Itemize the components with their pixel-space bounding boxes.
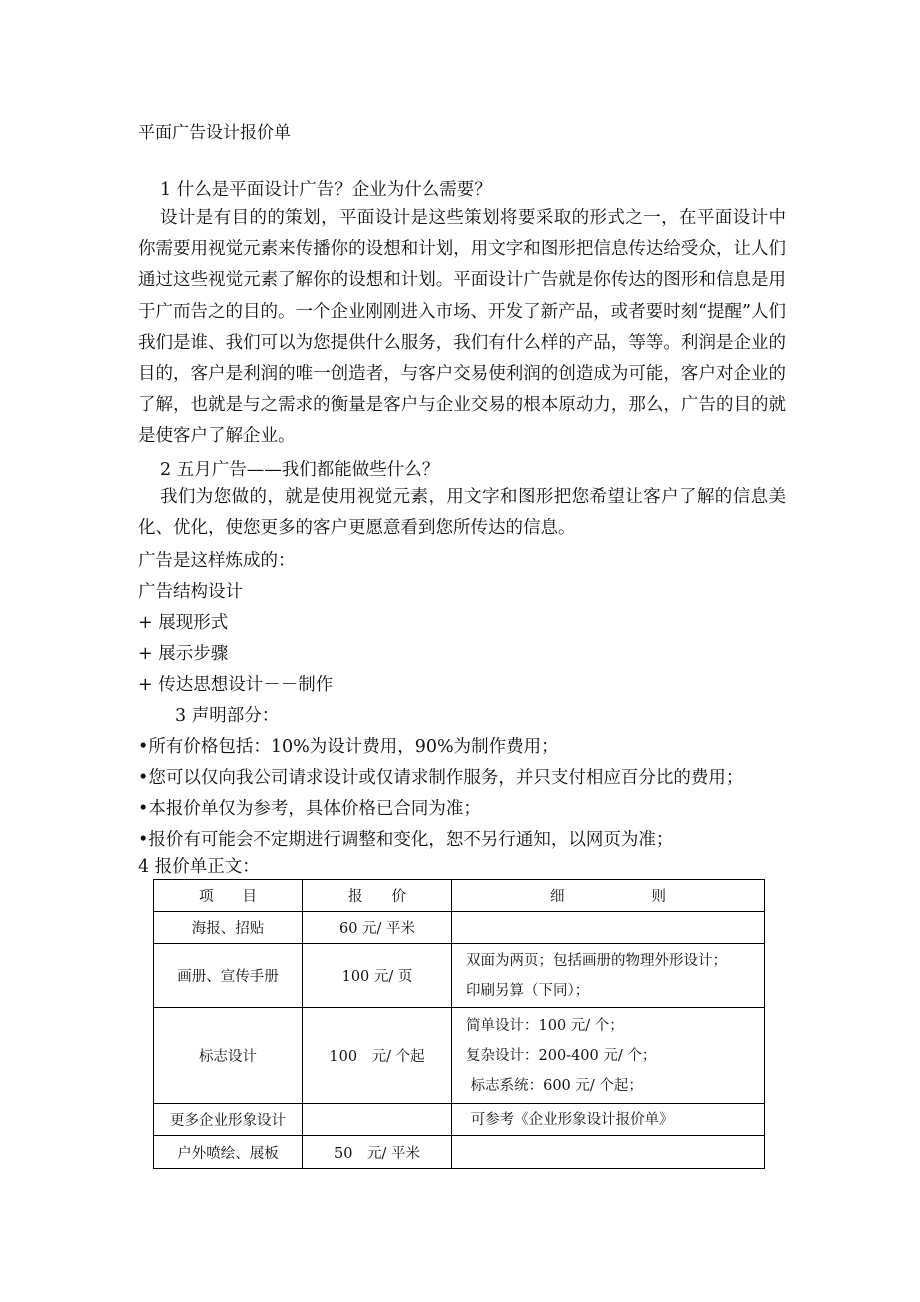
plus-item: + 展现形式 [138, 613, 229, 633]
section-2-body-text: 我们为您做的，就是使用视觉元素，用文字和图形把您希望让客户了解的信息美化、优化，使您更多的客户更愿意看到您所传达的信息。 [138, 487, 786, 539]
plus-item: + 传达思想设计－－制作 [138, 675, 334, 695]
row-item: 海报、招贴 [154, 912, 303, 944]
made-like-line: 广告是这样炼成的： [138, 551, 296, 571]
row-item: 更多企业形象设计 [154, 1104, 303, 1136]
row-price: 50 元/ 平米 [303, 1136, 452, 1169]
row-item: 户外喷绘、展板 [154, 1136, 303, 1169]
header-price: 报 价 [303, 880, 452, 912]
row-details [452, 1008, 765, 1104]
bullet-item: •所有价格包括：10%为设计费用，90%为制作费用； [138, 737, 559, 757]
row-price: 100 元/ 页 [303, 944, 452, 1008]
row-details [452, 912, 765, 944]
row-item: 画册、宣传手册 [154, 944, 303, 1008]
structure-line: 广告结构设计 [138, 582, 243, 602]
detail-line: 印刷另算（下同）； [466, 982, 590, 999]
section-4-heading: 4 报价单正文： [138, 857, 260, 877]
row-details [452, 944, 765, 1008]
detail-line: 简单设计：100 元/ 个； [466, 1017, 624, 1034]
row-price: 100 元/ 个起 [303, 1008, 452, 1104]
section-3-heading: 3 声明部分： [175, 706, 280, 726]
table-row [154, 912, 765, 944]
detail-line: 标志系统：600 元/ 个起； [466, 1077, 643, 1094]
section-1-body-text: 设计是有目的的策划，平面设计是这些策划将要采取的形式之一，在平面设计中你需要用视觉元素来传播你的设想和计划，用文字和图形把信息传达给受众，让人们通过这些视觉元素了解你的设想和计划。平面设计广告就是你传达的图形和信息是用于广而告之的目的。一个企业刚刚进入市场、开发了新产品，或者要时刻“提醒”人们我们是谁、我们可以为您提供什么服务，我们有什么样的产品，等等。利润是企业的目的，客户是利润的唯一创造者，与客户交易使利润的创造成为可能，客户对企业的了解，也就是与之需求的衡量是客户与企业交易的根本原动力，那么，广告的目的就是使客户了解企业。 [138, 208, 786, 447]
header-details: 细 则 [452, 880, 765, 912]
bullet-item: •您可以仅向我公司请求设计或仅请求制作服务，并只支付相应百分比的费用； [138, 768, 744, 788]
row-item: 标志设计 [154, 1008, 303, 1104]
table-row [154, 944, 765, 1008]
detail-line: 双面为两页；包括画册的物理外形设计； [466, 952, 727, 969]
section-2-body [138, 482, 786, 544]
table-row [154, 1008, 765, 1104]
table-header-row [154, 880, 765, 912]
section-1-heading: 1 什么是平面设计广告？企业为什么需要？ [160, 180, 492, 200]
detail-line: 可参考《企业形象设计报价单》 [466, 1111, 674, 1128]
section-2-heading: 2 五月广告——我们都能做些什么？ [160, 460, 440, 480]
row-details [452, 1104, 765, 1136]
bullet-item: •报价有可能会不定期进行调整和变化，恕不另行通知，以网页为准； [138, 830, 674, 850]
table-row [154, 1136, 765, 1169]
table-row [154, 1104, 765, 1136]
document-title: 平面广告设计报价单 [138, 123, 291, 143]
bullet-item: •本报价单仅为参考，具体价格已合同为准； [138, 799, 481, 819]
plus-item: + 展示步骤 [138, 644, 229, 664]
quote-table [153, 879, 765, 1169]
row-details [452, 1136, 765, 1169]
detail-line: 复杂设计：200-400 元/ 个； [466, 1047, 657, 1064]
header-item: 项 目 [154, 880, 303, 912]
section-1-body [138, 203, 786, 453]
row-price [303, 1104, 452, 1136]
row-price: 60 元/ 平米 [303, 912, 452, 944]
